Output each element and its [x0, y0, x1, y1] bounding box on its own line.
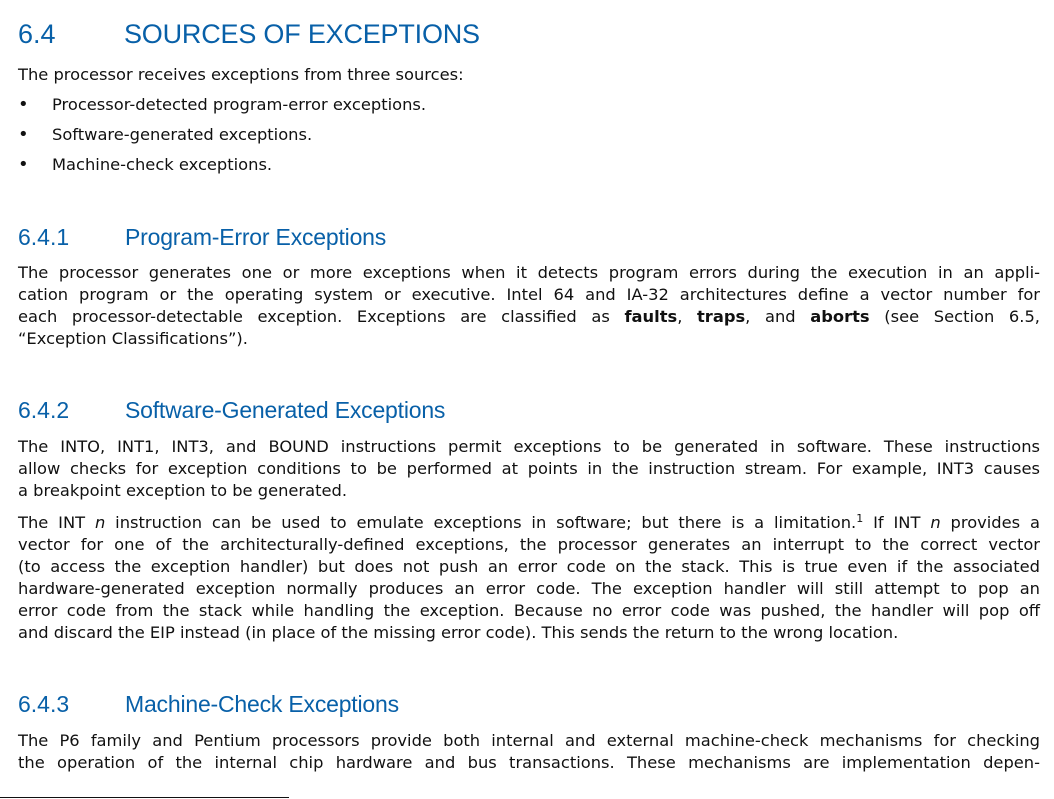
paragraph-line — [18, 512, 1040, 534]
text-run: each processor-detectable exception. Exceptions are classified as — [18, 307, 625, 326]
text-run: , and — [745, 307, 811, 326]
text-run: provides a — [940, 513, 1040, 532]
paragraph-line: a breakpoint exception to be generated. — [18, 481, 348, 500]
program-error-paragraph — [18, 262, 1040, 350]
paragraph-line: The INTO, INT1, INT3, and BOUND instructions permit exceptions to be generated in software. These instructions — [18, 437, 1040, 456]
text-run: The INT — [18, 513, 95, 532]
machine-check-paragraph — [18, 730, 1040, 774]
section-title: SOURCES OF EXCEPTIONS — [124, 19, 480, 49]
subsection-title: Software-Generated Exceptions — [125, 397, 446, 423]
subsection-title: Machine-Check Exceptions — [125, 691, 399, 717]
list-item-text: Processor-detected program-error exceptions. — [52, 95, 427, 114]
text-run: If INT — [863, 513, 931, 532]
subsection-number: 6.4.1 — [18, 224, 70, 250]
list-item-text: Software-generated exceptions. — [52, 125, 313, 144]
section-number: 6.4 — [18, 19, 56, 49]
subsection-number: 6.4.2 — [18, 397, 70, 423]
italic-n: n — [930, 513, 941, 532]
term-faults: faults — [624, 307, 678, 326]
bullet-icon: • — [18, 94, 29, 115]
paragraph-line: error code from the stack while handling the exception. Because no error code was pushed, the handler will pop off — [18, 601, 1040, 620]
paragraph-line: the operation of the internal chip hardware and bus transactions. These mechanisms are implementation depen- — [18, 753, 1040, 772]
paragraph-line: vector for one of the architecturally-defined exceptions, the processor generates an interrupt to the correct vector — [18, 535, 1040, 554]
intro-paragraph — [18, 64, 1040, 86]
term-aborts: aborts — [810, 307, 870, 326]
text-run: instruction can be used to emulate exceptions in software; but there is a limitation. — [105, 513, 857, 532]
list-item-text: Machine-check exceptions. — [52, 155, 273, 174]
bullet-icon: • — [18, 124, 29, 145]
paragraph-line: (to access the exception handler) but does not push an error code on the stack. This is true even if the associated — [18, 557, 1040, 576]
software-generated-paragraph-1 — [18, 436, 1040, 502]
subsection-number: 6.4.3 — [18, 691, 70, 717]
italic-n: n — [94, 513, 106, 532]
paragraph-line: allow checks for exception conditions to be performed at points in the instruction stream. For example, INT3 causes — [18, 459, 1040, 478]
text-run: , — [677, 307, 698, 326]
term-traps: traps — [697, 307, 746, 326]
paragraph-line: cation program or the operating system or executive. Intel 64 and IA-32 architectures define a vector number for — [18, 285, 1040, 304]
footnote-marker[interactable]: 1 — [856, 512, 864, 525]
paragraph-line: and discard the EIP instead (in place of the missing error code). This sends the return to the wrong location. — [18, 623, 899, 642]
subsection-title: Program-Error Exceptions — [125, 224, 387, 250]
software-generated-paragraph-2 — [18, 512, 1040, 644]
paragraph-line: The processor generates one or more exceptions when it detects program errors during the execution in an appli- — [18, 263, 1040, 282]
text-run: (see Section 6.5, — [869, 307, 1040, 326]
paragraph-line: The P6 family and Pentium processors provide both internal and external machine-check mechanisms for checking — [18, 731, 1040, 750]
paragraph-line: hardware-generated exception normally produces an error code. The exception handler will still attempt to pop an — [18, 579, 1040, 598]
footnote-separator — [0, 797, 289, 798]
paragraph-line — [18, 306, 1040, 328]
bullet-icon: • — [18, 154, 29, 175]
paragraph-line: “Exception Classifications”). — [18, 329, 248, 348]
intro-text: The processor receives exceptions from three sources: — [18, 65, 464, 84]
